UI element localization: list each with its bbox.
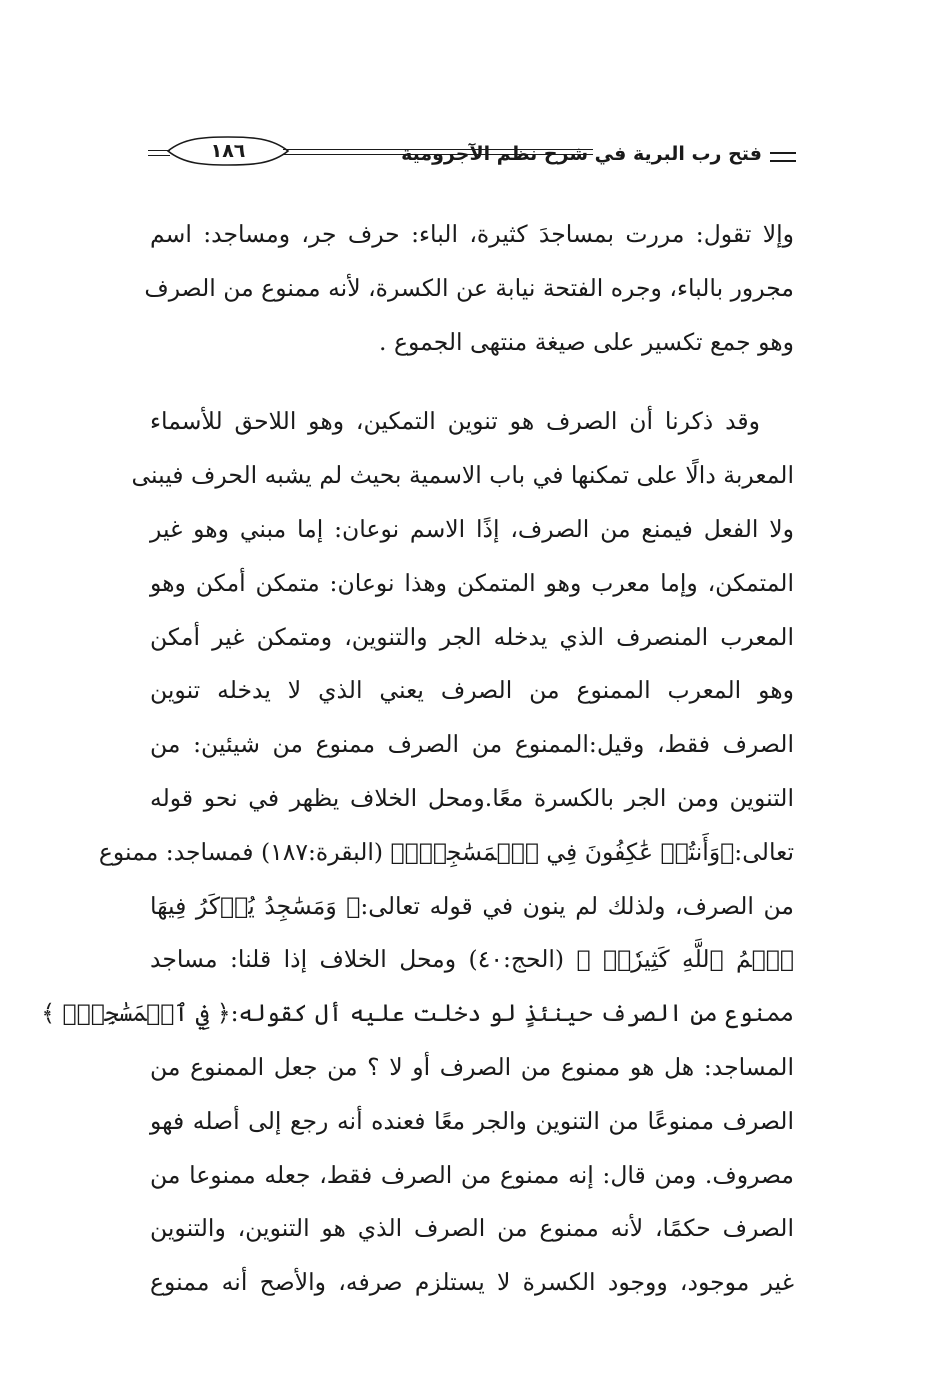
paragraph-spacer <box>150 369 794 395</box>
text-line: وقد ذكرنا أن الصرف هو تنوين التمكين، وهو اللاحق للأسماء <box>150 407 760 436</box>
paragraph-1 <box>144 208 794 369</box>
text-line: وإلا تقول: مررت بمساجدَ كثيرة، الباء: حرف جر، ومساجد: اسم <box>150 220 794 248</box>
paragraph-2 <box>41 395 794 1310</box>
text-line: المعربة دالًا على تمكنها في باب الاسمية بحيث لم يشبه الحرف فيبنى <box>131 461 794 490</box>
text-line: ٱسۡمُ ٱللَّهِ كَثِيرٗاۗ ﴾ (الحج:٤٠) ومحل الخلاف إذا قلنا: مساجد <box>150 945 794 974</box>
text-line: ولا الفعل فيمنع من الصرف، إذًا الاسم نوعان: إما مبني وهو غير <box>150 514 794 543</box>
page-number-badge <box>164 134 292 168</box>
text-line: مصروف. ومن قال: إنه ممنوع من الصرف فقط، جعله ممنوعا من <box>150 1160 794 1189</box>
body-text <box>41 208 794 1310</box>
text-line: الصرف حكمًا، لأنه ممنوع من الصرف الذي هو التنوين، والتنوين <box>150 1214 794 1243</box>
page-number: ١٨٦ <box>210 140 246 162</box>
text-line: مجرور بالباء، وجره الفتحة نيابة عن الكسرة، لأنه ممنوع من الصرف <box>144 273 794 302</box>
text-line: ممنوع من الصرف حينئذٍ لو دخلت عليه أل كقوله:﴿ فِي ٱلۡمَسَٰجِدِۗ ﴾ <box>41 999 794 1028</box>
text-line: وهو المعرب الممنوع من الصرف يعني الذي لا يدخله تنوين <box>150 676 794 705</box>
text-line: المعرب المنصرف الذي يدخله الجر والتنوين، ومتمكن غير أمكن <box>150 622 794 651</box>
text-line: الصرف فقط، وقيل:الممنوع من الصرف ممنوع من شيئين: من <box>150 730 794 759</box>
book-title: فتح رب البرية في شرح نظم الآجرومية <box>401 143 762 165</box>
text-line: المساجد: هل هو ممنوع من الصرف أو لا ؟ من جعل الممنوع من <box>150 1052 794 1081</box>
text-line: الصرف ممنوعًا من التنوين والجر معًا فعنده أنه رجع إلى أصله فهو <box>150 1106 794 1135</box>
text-line: تعالى:﴿وَأَنتُمۡ عَٰكِفُونَ فِي ٱلۡمَسَٰجِدِۗ﴾ (البقرة:١٨٧) فمساجد: ممنوع <box>98 837 794 866</box>
text-line: التنوين ومن الجر بالكسرة معًا.ومحل الخلاف يظهر في نحو قوله <box>150 783 794 812</box>
text-line: وهو جمع تكسير على صيغة منتهى الجموع . <box>379 327 794 356</box>
text-line: غير موجود، ووجود الكسرة لا يستلزم صرفه، والأصح أنه ممنوع <box>150 1268 794 1297</box>
header-ornament-left <box>148 150 170 156</box>
text-line: من الصرف، ولذلك لم ينون في قوله تعالى:﴿ وَمَسَٰجِدُ يُذۡكَرُ فِيهَا <box>150 891 794 920</box>
running-header <box>148 130 796 180</box>
text-line: المتمكن، وإما معرب وهو المتمكن وهذا نوعان: متمكن أمكن وهو <box>150 568 794 597</box>
header-ornament-right <box>770 152 796 162</box>
header-rule <box>283 149 593 155</box>
